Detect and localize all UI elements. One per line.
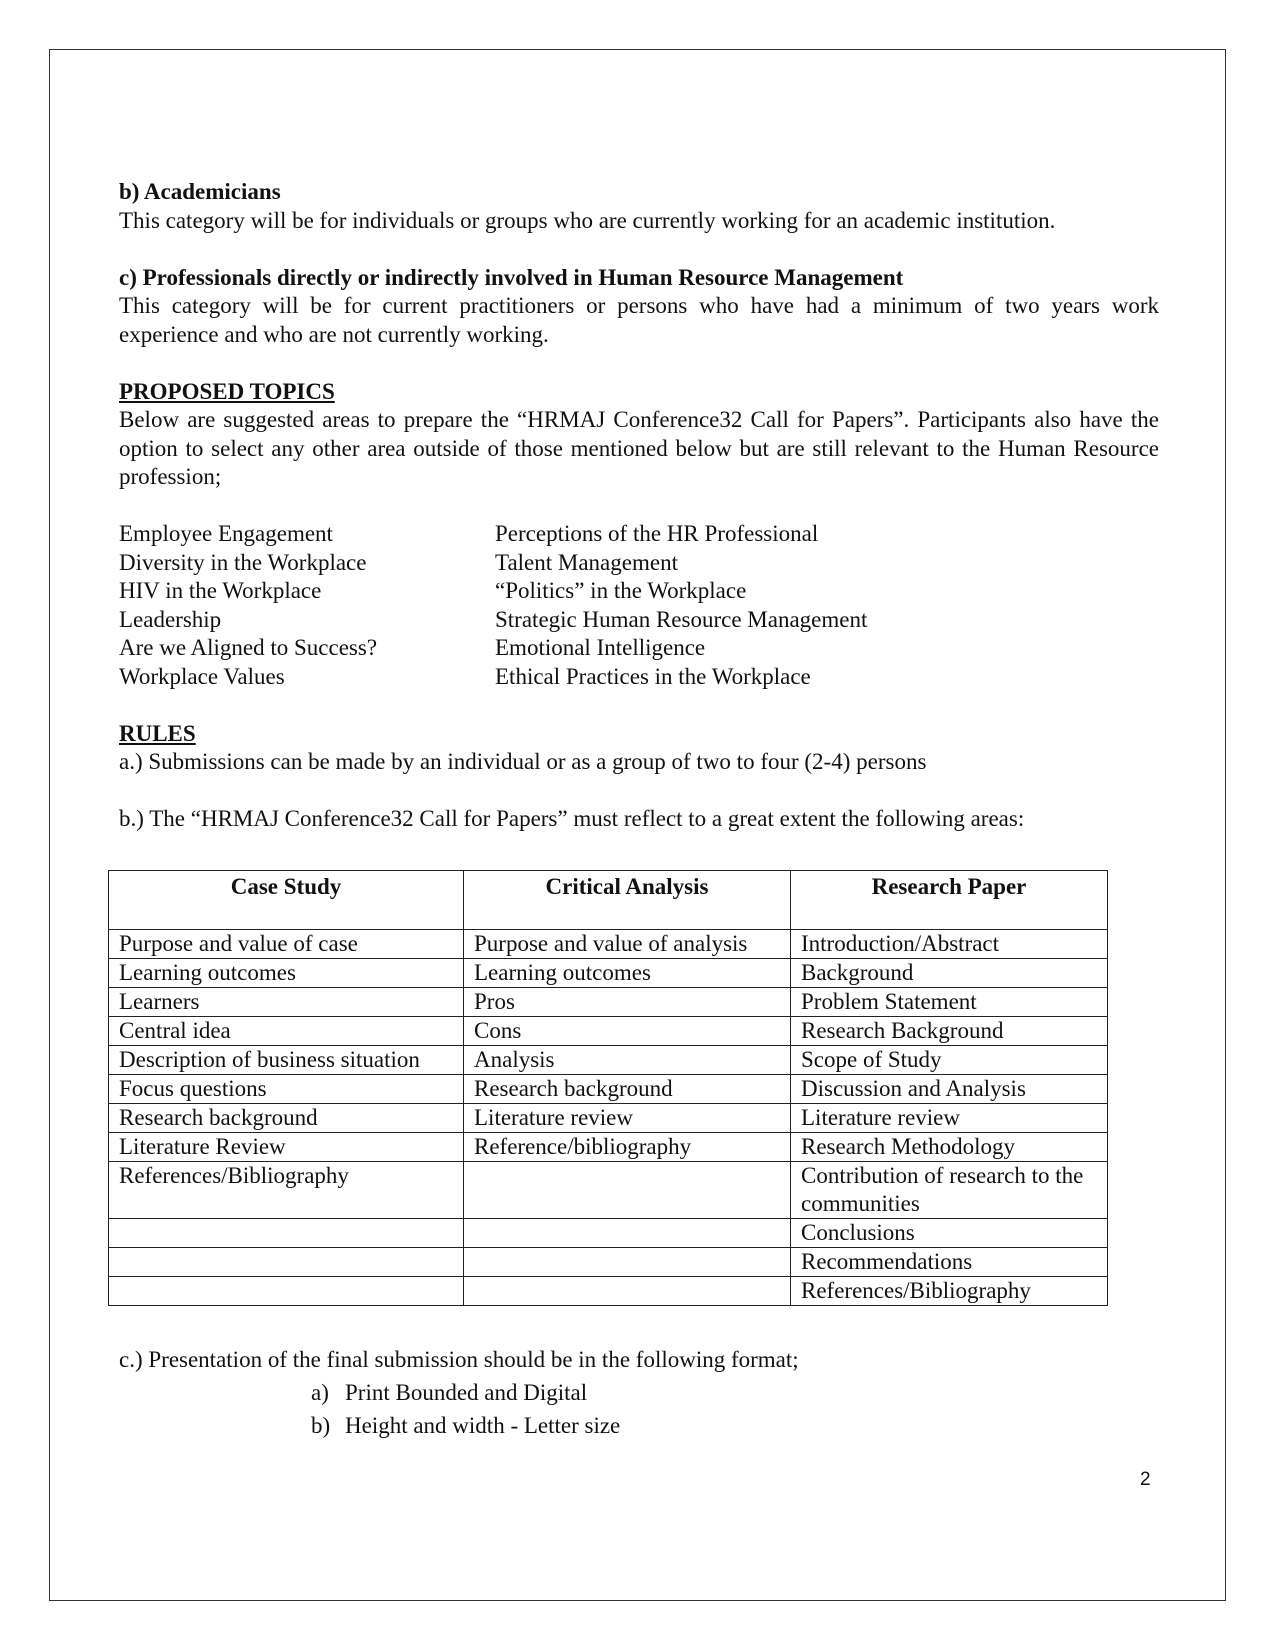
table-cell: Purpose and value of case xyxy=(109,930,464,959)
table-cell xyxy=(464,1162,791,1219)
table-cell: Research Background xyxy=(791,1017,1108,1046)
table-cell: Analysis xyxy=(464,1046,791,1075)
table-cell xyxy=(464,1219,791,1248)
table-cell: Pros xyxy=(464,988,791,1017)
academicians-heading: b) Academicians xyxy=(119,179,281,204)
table-cell: Scope of Study xyxy=(791,1046,1108,1075)
table-cell: Introduction/Abstract xyxy=(791,930,1108,959)
rule-a: a.) Submissions can be made by an individual or as a group of two to four (2-4) persons xyxy=(119,749,927,774)
rule-b: b.) The “HRMAJ Conference32 Call for Papers” must reflect to a great extent the following areas: xyxy=(119,806,1025,831)
topic-item: Employee Engagement xyxy=(119,521,333,546)
topic-item: Talent Management xyxy=(495,549,678,575)
table-cell: Reference/bibliography xyxy=(464,1133,791,1162)
table-cell xyxy=(109,1248,464,1277)
table-cell: References/Bibliography xyxy=(791,1277,1108,1306)
table-cell: Recommendations xyxy=(791,1248,1108,1277)
table-cell xyxy=(109,1219,464,1248)
topic-item: Workplace Values xyxy=(119,663,285,689)
topic-item: HIV in the Workplace xyxy=(119,578,322,603)
column-header: Case Study xyxy=(109,871,464,930)
table-row xyxy=(109,1104,1108,1133)
table-cell: Literature Review xyxy=(109,1133,464,1162)
format-item xyxy=(119,1376,799,1409)
topics-left-column xyxy=(119,520,495,691)
table-cell: Purpose and value of analysis xyxy=(464,930,791,959)
table-cell: Cons xyxy=(464,1017,791,1046)
table-cell: Learners xyxy=(109,988,464,1017)
table-header-row xyxy=(109,871,1108,930)
table-row xyxy=(109,1277,1108,1306)
table-cell: Research background xyxy=(464,1075,791,1104)
topics-list xyxy=(119,520,1159,691)
proposed-topics-intro: Below are suggested areas to prepare the “HRMAJ Conference32 Call for Papers”. Participants also have the option to select any other area outside of those mentioned below but are still relevant to the Human Resource profession; xyxy=(119,407,1159,489)
table-cell: Contribution of research to the communities xyxy=(791,1162,1108,1219)
table-cell: Literature review xyxy=(791,1104,1108,1133)
table-cell: Focus questions xyxy=(109,1075,464,1104)
format-item-label: b) xyxy=(311,1413,331,1438)
criteria-table xyxy=(108,870,1108,1306)
table-cell: Conclusions xyxy=(791,1219,1108,1248)
topic-item: Ethical Practices in the Workplace xyxy=(495,663,811,689)
table-cell: References/Bibliography xyxy=(109,1162,464,1219)
professionals-text: This category will be for current practitioners or persons who have had a minimum of two years work experience and who are not currently working. xyxy=(119,293,1159,347)
format-item-text: Print Bounded and Digital xyxy=(345,1380,588,1405)
table-cell: Central idea xyxy=(109,1017,464,1046)
table-row xyxy=(109,959,1108,988)
table-row xyxy=(109,1162,1108,1219)
table-cell xyxy=(109,1277,464,1306)
table-row xyxy=(109,1075,1108,1104)
table-cell: Literature review xyxy=(464,1104,791,1133)
table-row xyxy=(109,930,1108,959)
presentation-format xyxy=(119,1343,799,1442)
table-row xyxy=(109,1219,1108,1248)
table-cell: Learning outcomes xyxy=(464,959,791,988)
format-item xyxy=(119,1409,799,1442)
topic-item: Strategic Human Resource Management xyxy=(495,606,868,632)
document-body xyxy=(119,178,1159,834)
topic-item: Are we Aligned to Success? xyxy=(119,635,378,660)
column-header: Research Paper xyxy=(791,871,1108,930)
topics-right-column xyxy=(495,520,1015,691)
table-cell: Problem Statement xyxy=(791,988,1108,1017)
topic-item: Leadership xyxy=(119,606,222,632)
academicians-text: This category will be for individuals or groups who are currently working for an academic institution. xyxy=(119,207,1056,233)
format-item-label: a) xyxy=(311,1380,329,1405)
table-cell: Discussion and Analysis xyxy=(791,1075,1108,1104)
table-body xyxy=(109,930,1108,1306)
table-cell: Research Methodology xyxy=(791,1133,1108,1162)
topic-item: Diversity in the Workplace xyxy=(119,549,367,575)
table-cell: Research background xyxy=(109,1104,464,1133)
topic-item: “Politics” in the Workplace xyxy=(495,578,747,603)
table-row xyxy=(109,1248,1108,1277)
topic-item: Perceptions of the HR Professional xyxy=(495,521,819,546)
table-row xyxy=(109,988,1108,1017)
table-row xyxy=(109,1133,1108,1162)
rules-heading: RULES xyxy=(119,720,196,746)
table-cell: Learning outcomes xyxy=(109,959,464,988)
proposed-topics-heading: PROPOSED TOPICS xyxy=(119,378,335,404)
table-row xyxy=(109,1046,1108,1075)
table-cell: Background xyxy=(791,959,1108,988)
topic-item: Emotional Intelligence xyxy=(495,635,706,660)
table-cell xyxy=(464,1248,791,1277)
page-number: 2 xyxy=(1140,1469,1151,1490)
professionals-heading: c) Professionals directly or indirectly involved in Human Resource Management xyxy=(119,264,904,290)
table-row xyxy=(109,1017,1108,1046)
rule-c: c.) Presentation of the final submission should be in the following format; xyxy=(119,1347,799,1372)
column-header: Critical Analysis xyxy=(464,871,791,930)
table-cell: Description of business situation xyxy=(109,1046,464,1075)
format-item-text: Height and width - Letter size xyxy=(345,1413,621,1438)
table-cell xyxy=(464,1277,791,1306)
